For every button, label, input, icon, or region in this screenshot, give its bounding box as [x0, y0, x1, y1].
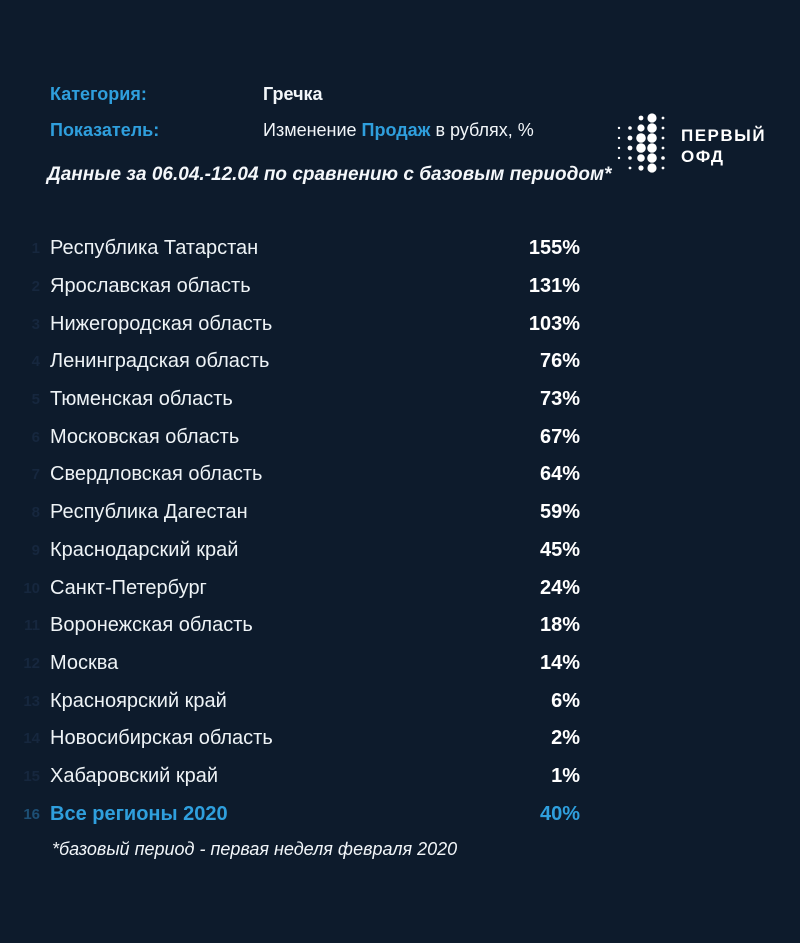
pervy-ofd-logo — [616, 112, 766, 179]
metric-value-prefix: Изменение — [263, 120, 362, 140]
region-name: Московская область — [50, 425, 240, 448]
table-row — [23, 569, 580, 607]
region-name: Санкт-Петербург — [50, 576, 207, 599]
dotted-sphere-logo-icon — [616, 112, 668, 179]
table-row — [23, 682, 580, 720]
row-number: 3 — [31, 315, 40, 333]
category-label: Категория: — [50, 84, 147, 104]
period-note: Данные за 06.04.-12.04 по сравнению с базовым периодом* — [47, 164, 612, 185]
region-value: 64% — [539, 463, 580, 486]
region-name: Хабаровский край — [50, 764, 219, 787]
row-number: 14 — [23, 730, 40, 748]
region-value: 24% — [539, 576, 580, 599]
row-number: 8 — [31, 504, 40, 522]
table-row — [31, 381, 580, 419]
logo-word-line1: ПЕРВЫЙ — [681, 125, 767, 145]
table-row — [31, 305, 580, 343]
region-name: Республика Татарстан — [50, 237, 259, 260]
region-name: Республика Дагестан — [50, 501, 248, 524]
category-value: Гречка — [263, 84, 323, 104]
table-row — [23, 645, 580, 683]
table-row — [31, 494, 580, 532]
regions-table — [23, 230, 580, 833]
region-value: 14% — [539, 651, 580, 674]
row-number: 9 — [31, 541, 40, 559]
row-number: 15 — [23, 767, 40, 785]
table-row — [23, 720, 580, 758]
region-name: Новосибирская область — [50, 727, 273, 750]
row-number: 6 — [31, 428, 40, 446]
region-value: 6% — [551, 689, 580, 712]
table-row — [23, 758, 580, 796]
metric-label: Показатель: — [50, 120, 160, 140]
logo-wordmark — [681, 125, 766, 167]
metric-value — [263, 120, 534, 141]
region-value: 76% — [539, 350, 580, 373]
row-number: 2 — [31, 278, 40, 296]
logo-word-line2: ОФД — [681, 146, 725, 166]
table-row — [31, 532, 580, 570]
region-name: Ленинградская область — [50, 350, 270, 373]
table-row — [24, 607, 580, 645]
region-name: Москва — [50, 651, 119, 674]
table-row — [31, 418, 580, 456]
region-value: 40% — [539, 802, 580, 825]
table-row — [31, 230, 580, 268]
base-period-footnote: *базовый период - первая неделя февраля 2020 — [52, 839, 458, 859]
region-value: 73% — [539, 388, 580, 411]
region-value: 59% — [539, 501, 580, 524]
region-name: Краснодарский край — [50, 538, 239, 561]
region-name: Ярославская область — [50, 275, 251, 298]
region-value: 131% — [528, 275, 580, 298]
region-value: 2% — [551, 727, 580, 750]
row-number: 5 — [31, 391, 40, 409]
table-row — [31, 343, 580, 381]
row-number: 13 — [23, 692, 40, 710]
metric-value-highlight: Продаж — [361, 120, 431, 140]
row-number: 1 — [31, 240, 40, 258]
region-value: 45% — [539, 538, 580, 561]
row-number: 12 — [23, 654, 40, 672]
region-value: 67% — [539, 425, 580, 448]
row-number: 4 — [31, 353, 40, 371]
region-name: Красноярский край — [50, 689, 227, 712]
table-row — [31, 268, 580, 306]
row-number: 16 — [23, 805, 40, 823]
row-number: 10 — [23, 579, 40, 597]
table-row — [31, 456, 580, 494]
table-row — [23, 795, 580, 833]
row-number: 11 — [24, 617, 40, 635]
region-name: Все регионы 2020 — [50, 802, 228, 825]
region-name: Нижегородская область — [50, 312, 273, 335]
region-name: Воронежская область — [50, 614, 253, 637]
category-line — [50, 84, 800, 107]
row-number: 7 — [31, 466, 40, 484]
region-value: 103% — [528, 312, 580, 335]
region-value: 1% — [551, 764, 580, 787]
region-name: Свердловская область — [50, 463, 263, 486]
region-name: Тюменская область — [50, 388, 233, 411]
region-value: 18% — [539, 614, 580, 637]
metric-value-suffix: в рублях, % — [430, 120, 534, 140]
region-value: 155% — [528, 237, 580, 260]
